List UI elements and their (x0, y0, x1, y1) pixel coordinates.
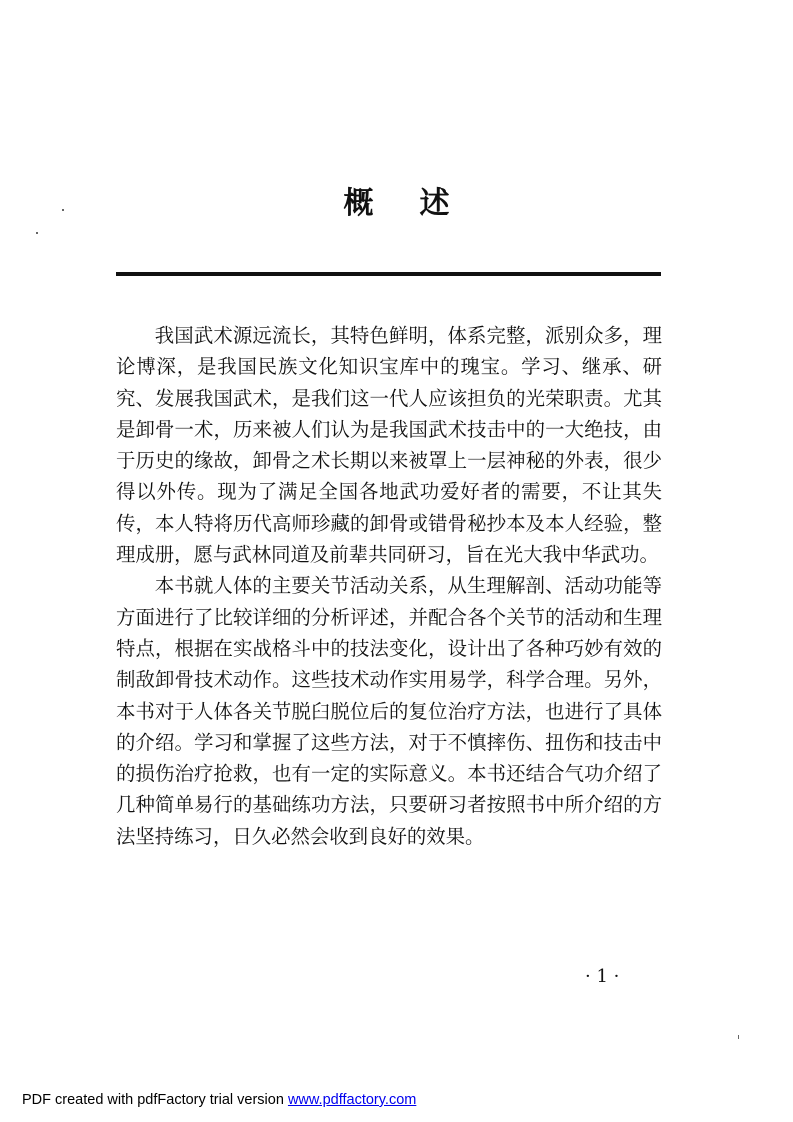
footer-text: PDF created with pdfFactory trial version (22, 1092, 288, 1108)
paragraph-1: 我国武术源远流长，其特色鲜明，体系完整，派别众多，理论博深，是我国民族文化知识宝库中的瑰宝。学习、继承、研究、发展我国武术，是我们这一代人应该担负的光荣职责。尤其是卸骨一术，历来被人们认为是我国武术技击中的一大绝技，由于历史的缘故，卸骨之术长期以来被罩上一层神秘的外表，很少得以外传。现为了满足全国各地武功爱好者的需要，不让其失传，本人特将历代高师珍藏的卸骨或错骨秘抄本及本人经验，整理成册，愿与武林同道及前辈共同研习，旨在光大我中华武功。 (116, 324, 662, 567)
body-text (116, 320, 662, 852)
scan-speck (738, 1035, 739, 1039)
page-title (0, 178, 793, 222)
title-divider (116, 272, 661, 276)
scan-speck (36, 232, 38, 234)
pdf-footer (22, 1092, 416, 1108)
page-number: · 1 · (585, 966, 620, 987)
title-char-2: 述 (419, 186, 450, 221)
paragraph-2: 本书就人体的主要关节活动关系，从生理解剖、活动功能等方面进行了比较详细的分析评述，并配合各个关节的活动和生理特点，根据在实战格斗中的技法变化，设计出了各种巧妙有效的制敌卸骨技术动作。这些技术动作实用易学，科学合理。另外，本书对于人体各关节脱臼脱位后的复位治疗方法，也进行了具体的介绍。学习和掌握了这些方法，对于不慎摔伤、扭伤和技击中的损伤治疗抢救，也有一定的实际意义。本书还结合气功介绍了几种简单易行的基础练功方法，只要研习者按照书中所介绍的方法坚持练习，日久必然会收到良好的效果。 (116, 574, 662, 848)
pdffactory-link[interactable]: www.pdffactory.com (287, 1092, 417, 1108)
title-char-1: 概 (343, 186, 374, 221)
scan-speck (62, 209, 64, 211)
